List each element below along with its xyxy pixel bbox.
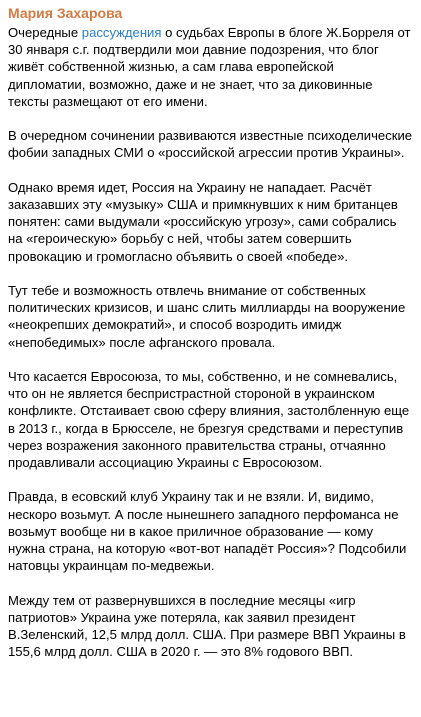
- blog-link[interactable]: рассуждения: [81, 25, 162, 40]
- paragraph-7: Между тем от развернувшихся в последние месяцы «игр патриотов» Украина уже потеряла, как заявил президент В.Зеленский, 12,5 млрд долл. США. При размере ВВП Украины в 155,6 млрд долл. США в 2020 г. — это 8% годового ВВП.: [8, 592, 406, 660]
- message-text: [8, 24, 413, 660]
- paragraph-1-rest: о судьбах Европы в блоге Ж.Борреля от 30 января с.г. подтвердили мои давние подозрения, что блог живёт собственной жизнью, а сам глава европейской дипломатии, возможно, даже и не знает, что за диковинные тексты размещают от его имени.: [8, 25, 411, 109]
- paragraph-3: Однако время идет, Россия на Украину не нападает. Расчёт заказавших эту «музыку» США и примкнувших к ним британцев понятен: сами выдумали «российскую угрозу», сами собрались на «героическую» борьбу с ней, чтобы затем совершить провокацию и громогласно объявить о своей «победе».: [8, 179, 398, 264]
- paragraph-6: Правда, в есовский клуб Украину так и не взяли. И, видимо, нескоро возьмут. А после нынешнего западного перфоманса не возьмут вообще ни в какое приличное образование — кому нужна страна, на которую «вот-вот нападёт Россия»? Подсобили натовцы украинцам по-медвежьи.: [8, 489, 407, 574]
- paragraph-4: Тут тебе и возможность отвлечь внимание от собственных политических кризисов, и шанс слить миллиарды на вооружение «неокрепших демократий», и способ возродить имидж «непобедимых» после афганского провала.: [8, 283, 406, 350]
- paragraph-1: [8, 24, 413, 110]
- paragraph-2: В очередном сочинении развиваются известные психоделические фобии западных СМИ о «российской агрессии против Украины».: [8, 128, 413, 161]
- author-name[interactable]: Мария Захарова: [8, 5, 123, 21]
- paragraph-5: Что касается Евросоюза, то мы, собственно, и не сомневались, что он не является беспристрастной стороной в украинском конфликте. Отстаивает свою сферу влияния, застолбленную еще в 2013 г., когда в Брюсселе, не брезгуя средствами и переступив через возражения законного правительства страны, отчаянно продавливали ассоциацию Украины с Евросоюзом.: [8, 369, 410, 471]
- paragraph-1-lead: Очередные: [8, 25, 82, 40]
